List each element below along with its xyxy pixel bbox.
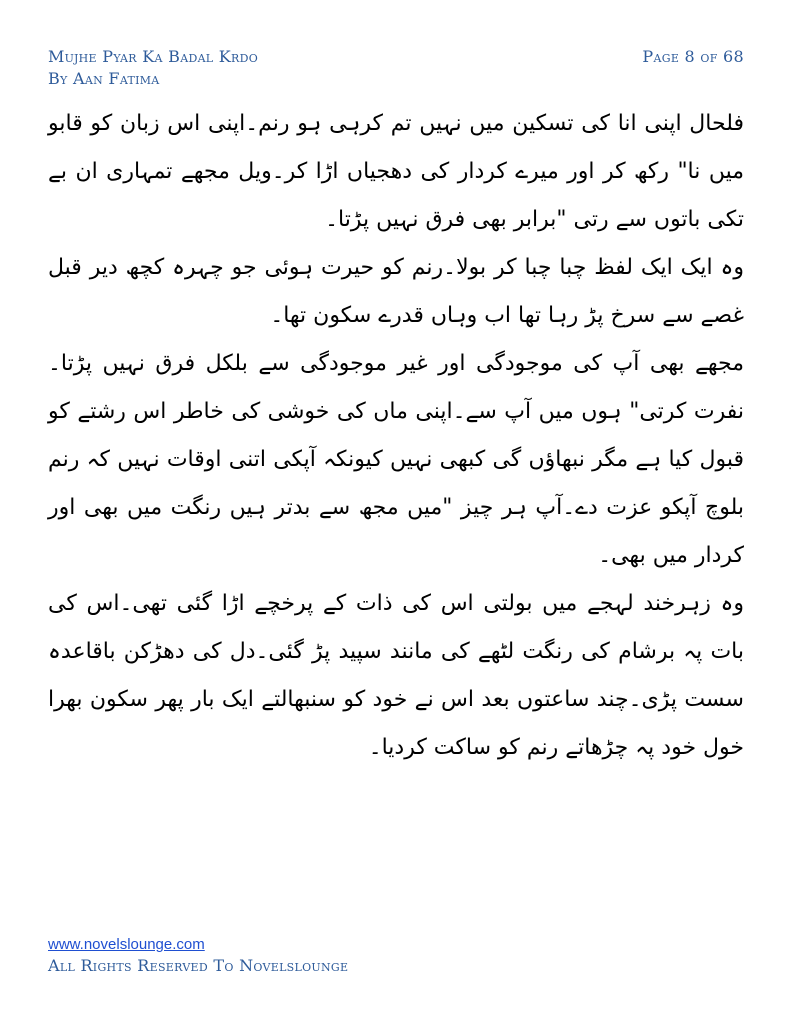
copyright-notice: All Rights Reserved To Novelslounge: [48, 956, 349, 975]
story-text: [48, 100, 744, 772]
paragraph: فلحال اپنی انا کی تسکین میں نہیں تم کرہی ہو رنم۔اپنی اس زبان کو قابو میں نا" رکھ کر اور میرے کردار کی دھجیاں اڑا کر۔ویل مجھے تمہاری ان بے تکی باتوں سے رتی "برابر بھی فرق نہیں پڑتا۔: [48, 111, 744, 232]
paragraph: وہ ایک ایک لفظ چبا چبا کر بولا۔رنم کو حیرت ہوئی جو چہرہ کچھ دیر قبل غصے سے سرخ پڑ رہا تھا اب وہاں قدرے سکون تھا۔: [48, 255, 744, 328]
author-name: By Aan Fatima: [48, 69, 160, 88]
page-number: Page 8 of 68: [642, 47, 744, 66]
document-header: [48, 46, 258, 90]
website-link[interactable]: www.novelslounge.com: [48, 936, 205, 953]
paragraph: مجھے بھی آپ کی موجودگی اور غیر موجودگی سے بلکل فرق نہیں پڑتا۔نفرت کرتی" ہوں میں آپ سے۔اپنی ماں کی خوشی کی خاطر اس رشتے کو قبول کیا ہے مگر نبھاؤں گی کبھی نہیں کیونکہ آپکی اتنی اوقات نہیں کہ رنم بلوچ آپکو عزت دے۔آپ ہر چیز "میں مجھ سے بدتر ہیں رنگت میں بھی اور کردار میں بھی۔: [48, 351, 744, 568]
novel-title: Mujhe Pyar Ka Badal Krdo: [48, 47, 259, 66]
paragraph: وہ زہرخند لہجے میں بولتی اس کی ذات کے پرخچے اڑا گئی تھی۔اس کی بات پہ برشام کی رنگت لٹھے کی مانند سپید پڑ گئی۔دل کی دھڑکن باقاعدہ سست پڑی۔چند ساعتوں بعد اس نے خود کو سنبھالتے ایک بار پھر سکون بھرا خول خود پہ چڑھاتے رنم کو ساکت کردیا۔: [48, 591, 744, 760]
